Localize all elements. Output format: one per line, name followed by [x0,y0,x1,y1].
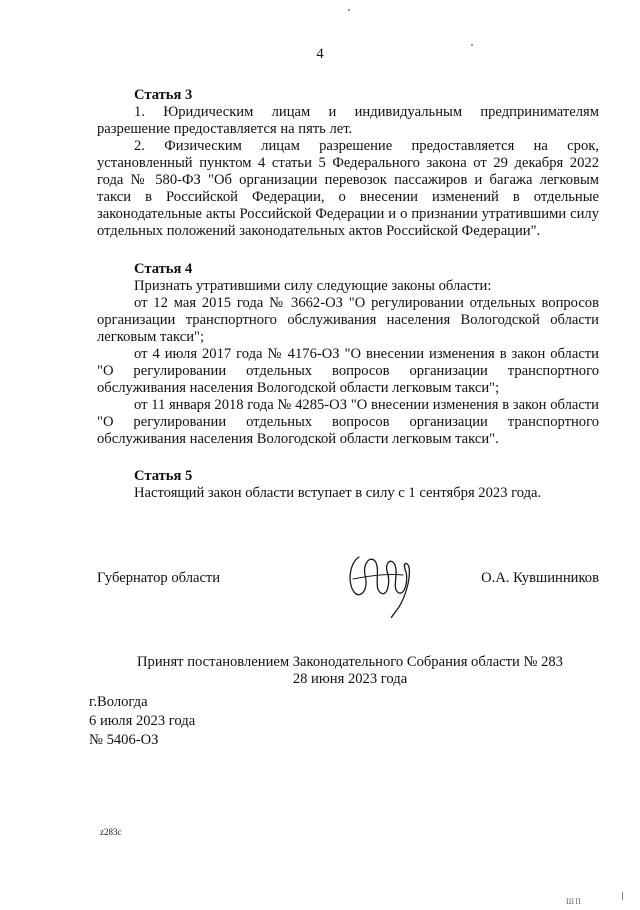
article-5-text: Настоящий закон области вступает в силу с 1 сентября 2023 года. [134,485,542,501]
article-3-heading: Статья 3 [134,87,193,103]
article-4 [97,261,599,448]
place-date-number [89,693,195,750]
edge-mark [622,892,623,900]
repealed-law-item: от 4 июля 2017 года № 4176-ОЗ "О внесении изменения в закон области "О регулировании отдельных вопросов организации транспортного обслуживания населения Вологодской области легковым такси"; [97,346,599,396]
repealed-law-item: от 12 мая 2015 года № 3662-ОЗ "О регулировании отдельных вопросов организации транспортного обслуживания населения Вологодской области легковым такси"; [97,295,599,345]
article-4-intro: Признать утратившими силу следующие законы области: [134,278,492,294]
adoption-date: 28 июня 2023 года [292,671,408,687]
article-5 [97,468,599,502]
city: г.Вологда [89,694,148,710]
document-code: z283с [100,827,122,837]
page-number: 4 [316,46,324,62]
repealed-law-item: от 11 января 2018 года № 4285-ОЗ "О внесении изменения в закон области "О регулировании отдельных вопросов организации транспортного обслуживания населения Вологодской области легковым такси". [97,397,599,447]
governor-title: Губернатор области [97,570,221,586]
adoption-note [0,654,640,688]
signing-date: 6 июля 2023 года [89,713,196,729]
signature-block [97,561,599,621]
article-5-heading: Статья 5 [134,468,193,484]
article-3-paragraph-2: 2. Физическим лицам разрешение предоставляется на срок, установленный пунктом 4 статьи 5 Федерального закона от 29 декабря 2022 года № 580-ФЗ "Об организации перевозок пассажиров и багажа легковым такси в Российской Федерации, о внесении изменений в отдельные законодательные акты Российской Федерации и о признании утратившими силу отдельных положений законодательных актов Российской Федерации". [97,138,599,239]
governor-name: О.А. Кувшинников [481,570,599,586]
law-body [97,87,599,502]
handwritten-signature [345,549,415,621]
article-3-paragraph-1: 1. Юридическим лицам и индивидуальным предпринимателям разрешение предоставляется на пять лет. [97,104,599,137]
law-number: № 5406-ОЗ [89,732,159,748]
adoption-line-1: Принят постановлением Законодательного Собрания области № 283 [137,654,563,670]
article-3 [97,87,599,240]
article-4-heading: Статья 4 [134,261,193,277]
footer-mark: ШП [566,897,582,906]
scan-speck [348,9,350,11]
